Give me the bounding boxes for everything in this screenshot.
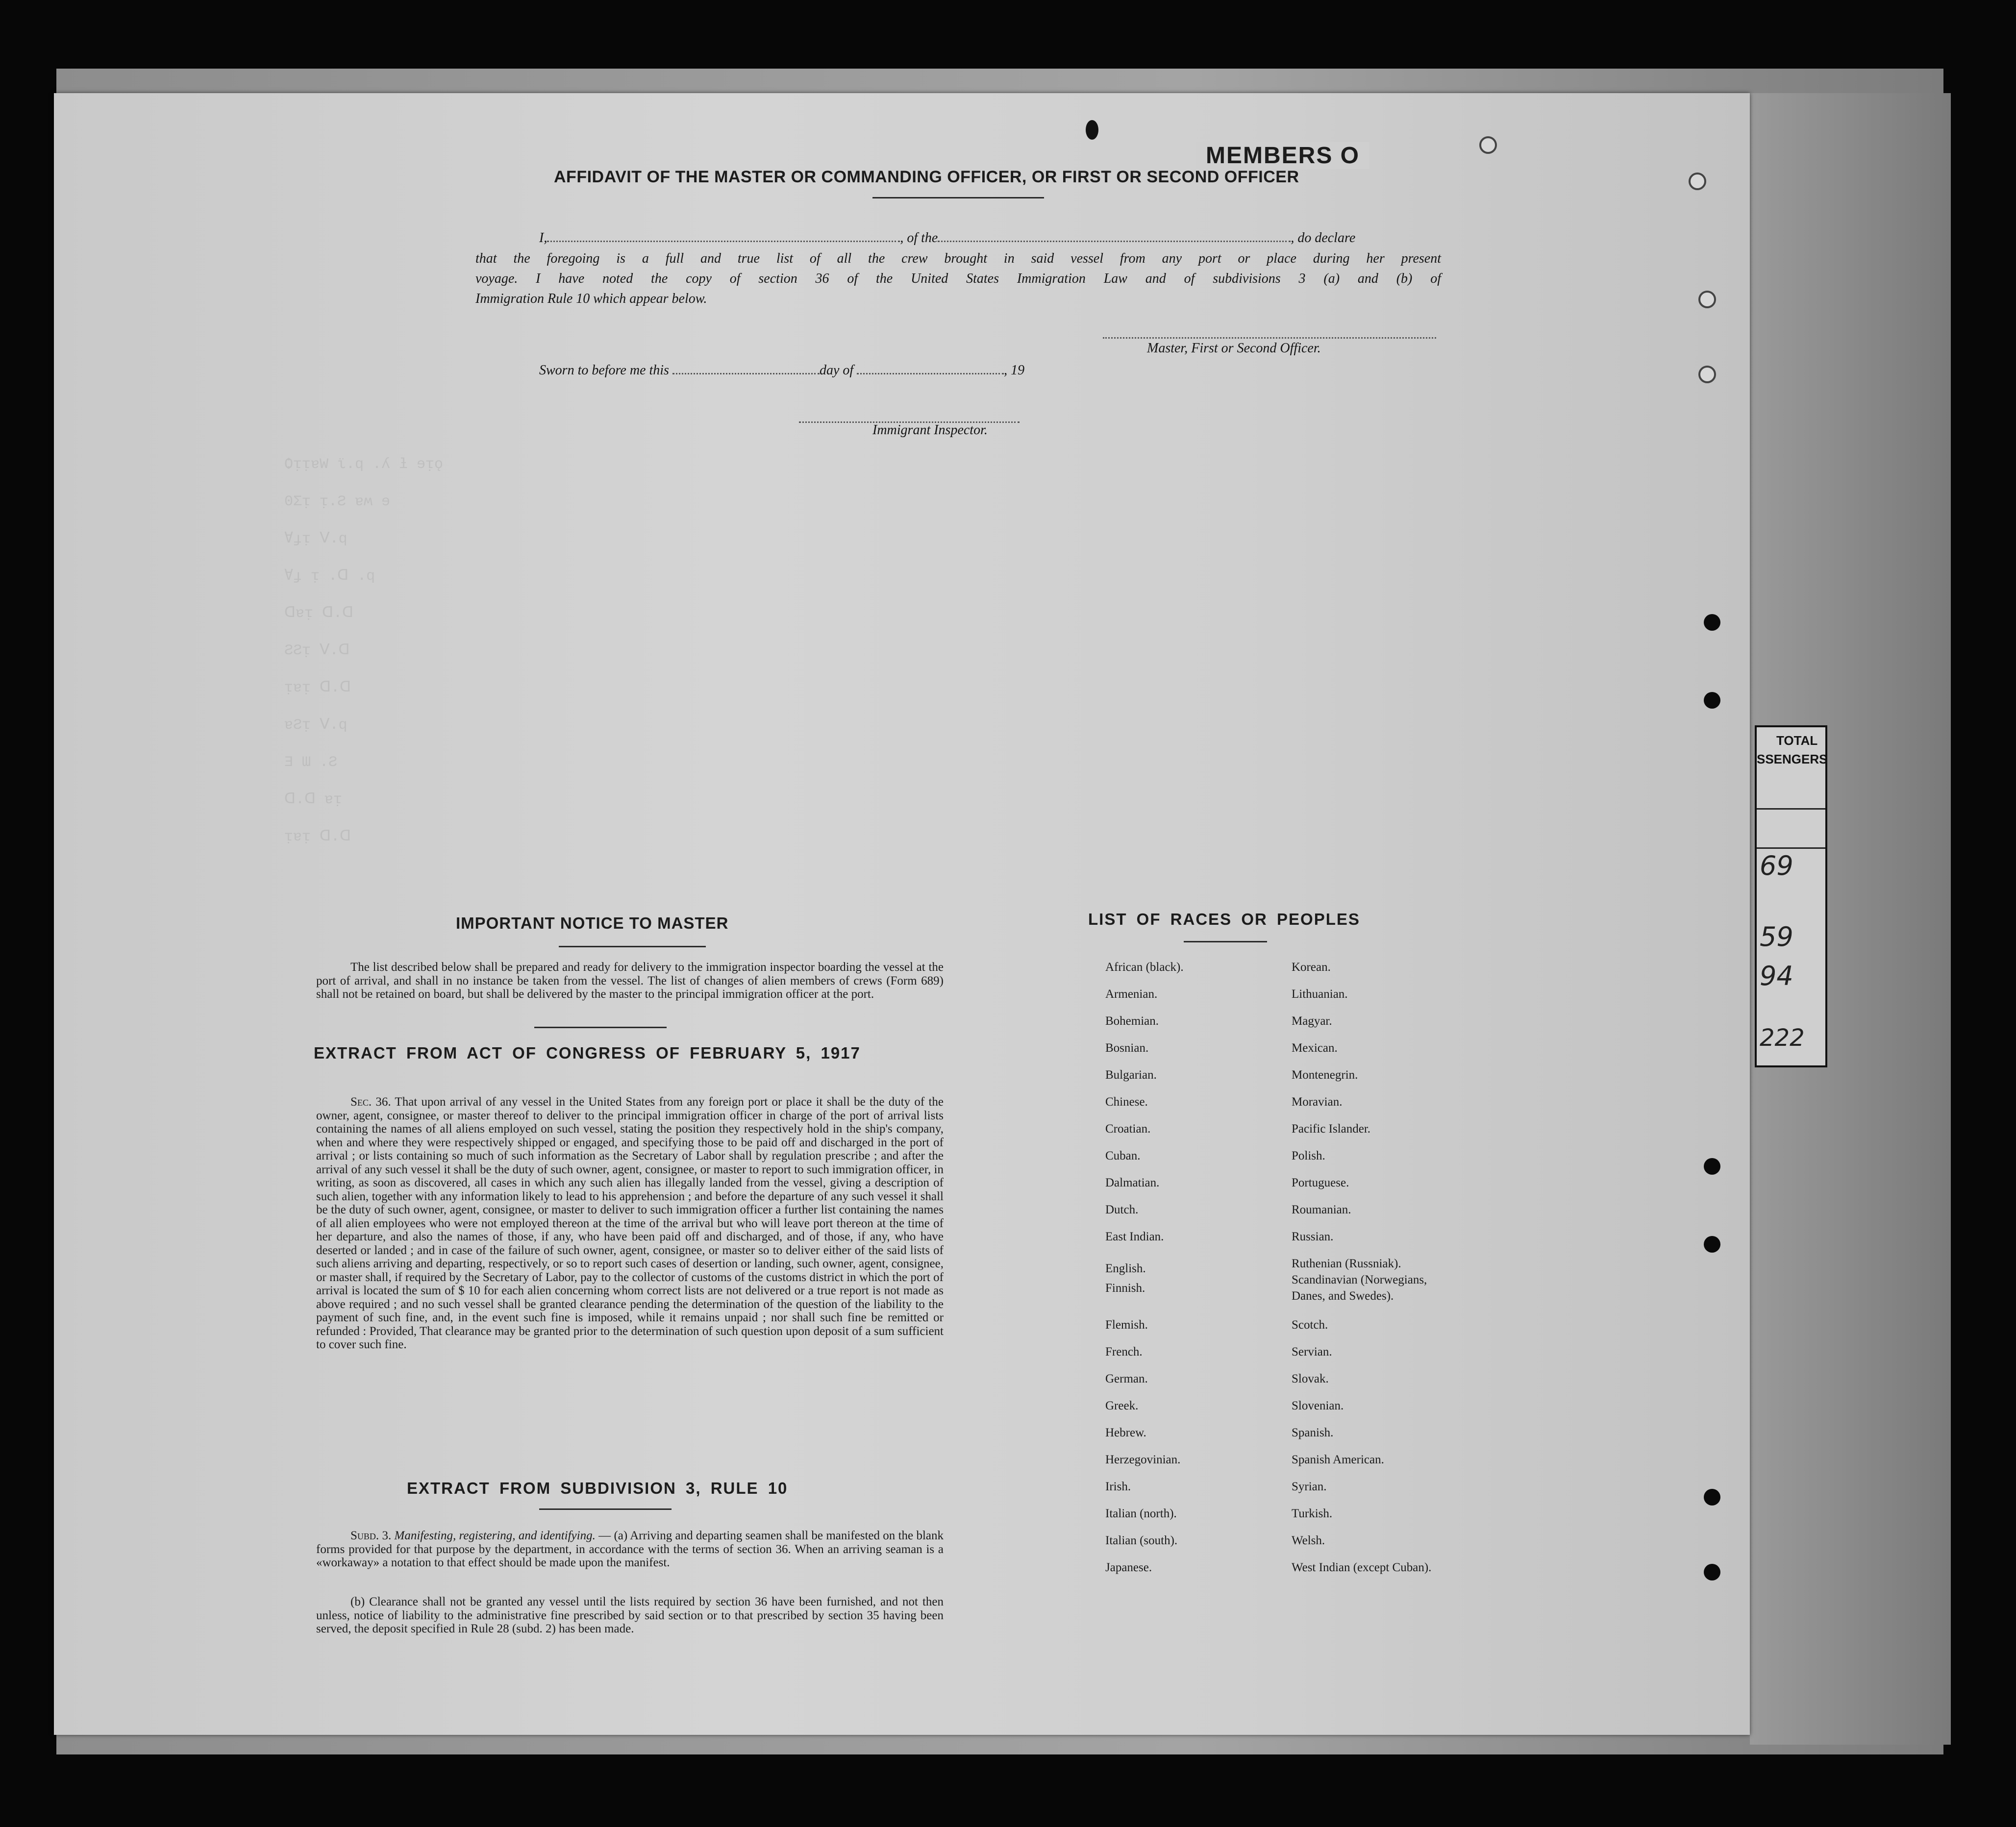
race-item: Finnish.	[1105, 1282, 1145, 1295]
subd-para-a: — (a) Arriving and departing seamen shall be manifested on the blank forms provided for that purpose by the department, in accordance with the terms of section 36. When an arriving seaman is a «workaway» a notation to that effect should be made upon the manifest.	[316, 1529, 944, 1569]
race-item: Welsh.	[1292, 1534, 1325, 1547]
race-item: Mexican.	[1292, 1041, 1338, 1055]
race-item: African (black).	[1105, 961, 1184, 974]
ink-blot	[1086, 120, 1098, 140]
race-item: Montenegrin.	[1292, 1068, 1358, 1082]
race-item: Croatian.	[1105, 1122, 1151, 1136]
punch-hole	[1704, 1158, 1720, 1175]
race-item: Herzegovinian.	[1105, 1453, 1181, 1466]
sec-36-label: Sec. 36.	[350, 1095, 391, 1109]
year-label: , 19	[1004, 363, 1025, 378]
sworn-month-field[interactable]	[857, 373, 1004, 374]
master-signature-label: Master, First or Second Officer.	[1147, 341, 1321, 356]
race-item: English.	[1105, 1262, 1146, 1275]
race-item: Greek.	[1105, 1399, 1139, 1412]
punch-hole	[1704, 1489, 1720, 1506]
race-item: Chinese.	[1105, 1095, 1148, 1109]
race-item: Spanish American.	[1292, 1453, 1384, 1466]
i-label: I,	[539, 230, 548, 246]
ring-hole	[1479, 136, 1497, 154]
race-item: East Indian.	[1105, 1230, 1164, 1243]
box-header-1: TOTAL	[1776, 733, 1818, 748]
race-item: Roumanian.	[1292, 1203, 1351, 1216]
subd-heading: Manifesting, registering, and identifying.	[394, 1529, 596, 1542]
race-item: Cuban.	[1105, 1149, 1141, 1162]
race-item: Flemish.	[1105, 1318, 1148, 1332]
total-passengers-box	[1755, 725, 1827, 1067]
race-item: Bosnian.	[1105, 1041, 1149, 1055]
ring-hole	[1698, 366, 1716, 383]
race-item: Portuguese.	[1292, 1176, 1349, 1189]
tally-value-4: 222	[1760, 1024, 1805, 1052]
race-item: Danes, and Swedes).	[1292, 1289, 1394, 1303]
race-item: Servian.	[1292, 1345, 1332, 1358]
race-item: German.	[1105, 1372, 1148, 1385]
race-item: Lithuanian.	[1292, 988, 1348, 1001]
race-item: Italian (south).	[1105, 1534, 1178, 1547]
ring-hole	[1689, 173, 1706, 190]
vessel-field[interactable]	[938, 241, 1291, 242]
sworn-day-field[interactable]	[672, 373, 820, 374]
sworn-line	[539, 363, 1024, 378]
extract-act-body	[316, 1095, 944, 1352]
race-item: Pacific Islander.	[1292, 1122, 1371, 1136]
notice-title: IMPORTANT NOTICE TO MASTER	[456, 914, 729, 932]
members-stamp: MEMBERS O	[1196, 142, 1369, 169]
name-field[interactable]	[547, 241, 900, 242]
day-of-label: day of	[819, 363, 854, 378]
race-item: Ruthenian (Russniak).	[1292, 1257, 1401, 1270]
race-item: Armenian.	[1105, 988, 1158, 1001]
bleed-through-text: ѺᴉᴉɐW ϊ.q .ʎ ƚ ɘᴉǫ 0Σᴉ ᴉ.Ƨ ɐʍ ɘ Ɐɟᴉ Ⅴ.q Ɐɟ ᴉ .ᗡ .q ᗡɐᴉ ᗡ.ᗡ ƧƧᴉ Ⅴ.ᗡ ᴉɐᴉ ᗡ.ᗡ ɐƧᴉ Ⅴ.q Ǝ Ɯ .Ƨ ᗡ.ᗡ ɐᴉ ᴉɐᴉ ᗡ.ᗡ	[284, 456, 444, 845]
of-the-label: , of the	[900, 230, 938, 246]
box-header-2: SSENGERS	[1757, 752, 1828, 766]
extract-rule-para-b: (b) Clearance shall not be granted any vessel until the lists required by section 36 have been furnished, and not then unless, notice of liability to the administrative fine prescribed by said section or to that prescribed by section 35 having been served, the deposit specified in Rule 28 (subd. 2) has been made.	[316, 1595, 944, 1635]
race-item: Irish.	[1105, 1480, 1131, 1493]
subd-label: Subd. 3.	[350, 1529, 392, 1542]
sec-36-text: That upon arrival of any vessel in the United States from any foreign port or place it shall be the duty of the owner, agent, consignee, or master thereof to deliver to the principal immigration officer in charge of the port of arrival lists containing the names of all aliens employed on such vessel, stating the position they respectively hold in the ship's company, when and where they were respectively shipped or engaged, and specifying those to be paid off and discharged in the port of arrival ; or lists containing so much of such information as the Secretary of Labor shall by regulation prescribe ; and after the arrival of any such vessel it shall be the duty of such owner, agent, consignee, or master to report to such immigration officer, in writing, as soon as discovered, all cases in which any such alien has illegally landed from the vessel, giving a description of such alien, together with any information likely to lead to his apprehension ; and before the departure of any such vessel it shall be the duty of such owner, agent, consignee, or master to deliver to such immigration officer a further list containing the names of all alien employees who were not employed thereon at the time of the arrival but who will leave port thereon at the time of her departure, and also the names of those, if any, who have been paid off and discharged, and of those, if any, who have deserted or landed ; and in case of the failure of such owner, agent, consignee, or master so to deliver either of the said lists of such aliens arriving and departing, respectively, or so to report such cases of desertion or landing, such owner, agent, consignee, or master shall, if required by the Secretary of Labor, pay to the collector of customs of the customs district in which the port of arrival is located the sum of $ 10 for each alien concerning whom correct lists are not delivered or a true report is not made as above required ; and no such vessel shall be granted clearance pending the determination of the question of the liability to the payment of such fine, and, in the event such fine is imposed, while it remains unpaid ; nor shall such fine be remitted or refunded : Provided, That clearance may be granted prior to the determination of such question upon deposit of a sum sufficient to cover such fine.	[316, 1095, 944, 1351]
race-item: West Indian (except Cuban).	[1292, 1561, 1432, 1574]
tally-value-2: 59	[1760, 921, 1793, 952]
race-item: Japanese.	[1105, 1561, 1152, 1574]
ring-hole	[1698, 291, 1716, 308]
race-item: Bulgarian.	[1105, 1068, 1157, 1082]
document-page	[54, 93, 1750, 1735]
affidavit-line-4: Immigration Rule 10 which appear below.	[475, 291, 707, 306]
race-item: Polish.	[1292, 1149, 1325, 1162]
do-declare-label: , do declare	[1291, 230, 1356, 246]
affidavit-line-2: that the foregoing is a full and true list of all the crew brought in said vessel from any port or place during her present	[475, 251, 1441, 266]
race-item: Turkish.	[1292, 1507, 1333, 1520]
master-signature-line[interactable]	[1103, 337, 1436, 339]
sworn-label: Sworn to before me this	[539, 363, 669, 378]
race-item: Italian (north).	[1105, 1507, 1177, 1520]
punch-hole	[1704, 1236, 1720, 1253]
punch-hole	[1704, 692, 1720, 709]
affidavit-line-1	[539, 230, 1355, 246]
extract-rule-para-a	[316, 1529, 944, 1570]
extract-rule-title: EXTRACT FROM SUBDIVISION 3, RULE 10	[407, 1479, 788, 1497]
race-item: Spanish.	[1292, 1426, 1334, 1439]
affidavit-title: AFFIDAVIT OF THE MASTER OR COMMANDING OFFICER, OR FIRST OR SECOND OFFICER	[554, 168, 1299, 186]
race-item: Dutch.	[1105, 1203, 1139, 1216]
race-item: Korean.	[1292, 961, 1331, 974]
race-item: Russian.	[1292, 1230, 1334, 1243]
tally-value-1: 69	[1760, 850, 1793, 881]
races-title: LIST OF RACES OR PEOPLES	[1088, 910, 1360, 928]
race-item: Moravian.	[1292, 1095, 1343, 1109]
race-item: Dalmatian.	[1105, 1176, 1160, 1189]
race-item: Bohemian.	[1105, 1014, 1159, 1028]
race-item: Magyar.	[1292, 1014, 1332, 1028]
race-item: Slovenian.	[1292, 1399, 1344, 1412]
race-item: French.	[1105, 1345, 1143, 1358]
race-item: Hebrew.	[1105, 1426, 1146, 1439]
punch-hole	[1704, 614, 1720, 631]
extract-act-title: EXTRACT FROM ACT OF CONGRESS OF FEBRUARY 5, 1917	[314, 1044, 861, 1062]
tally-value-3: 94	[1760, 961, 1793, 991]
affidavit-line-3: voyage. I have noted the copy of section 36 of the United States Immigration Law and of subdivisions 3 (a) and (b) of	[475, 271, 1441, 286]
race-item: Syrian.	[1292, 1480, 1327, 1493]
punch-hole	[1704, 1564, 1720, 1580]
notice-body: The list described below shall be prepared and ready for delivery to the immigration inspector boarding the vessel at the port of arrival, and shall in no instance be taken from the vessel. The list of changes of alien members of crews (Form 689) shall not be retained on board, but shall be delivered by the master to the principal immigration officer at the port.	[316, 961, 944, 1001]
race-item: Scotch.	[1292, 1318, 1328, 1332]
inspector-label: Immigrant Inspector.	[872, 422, 988, 438]
race-item: Slovak.	[1292, 1372, 1329, 1385]
race-item: Scandinavian (Norwegians,	[1292, 1273, 1427, 1286]
